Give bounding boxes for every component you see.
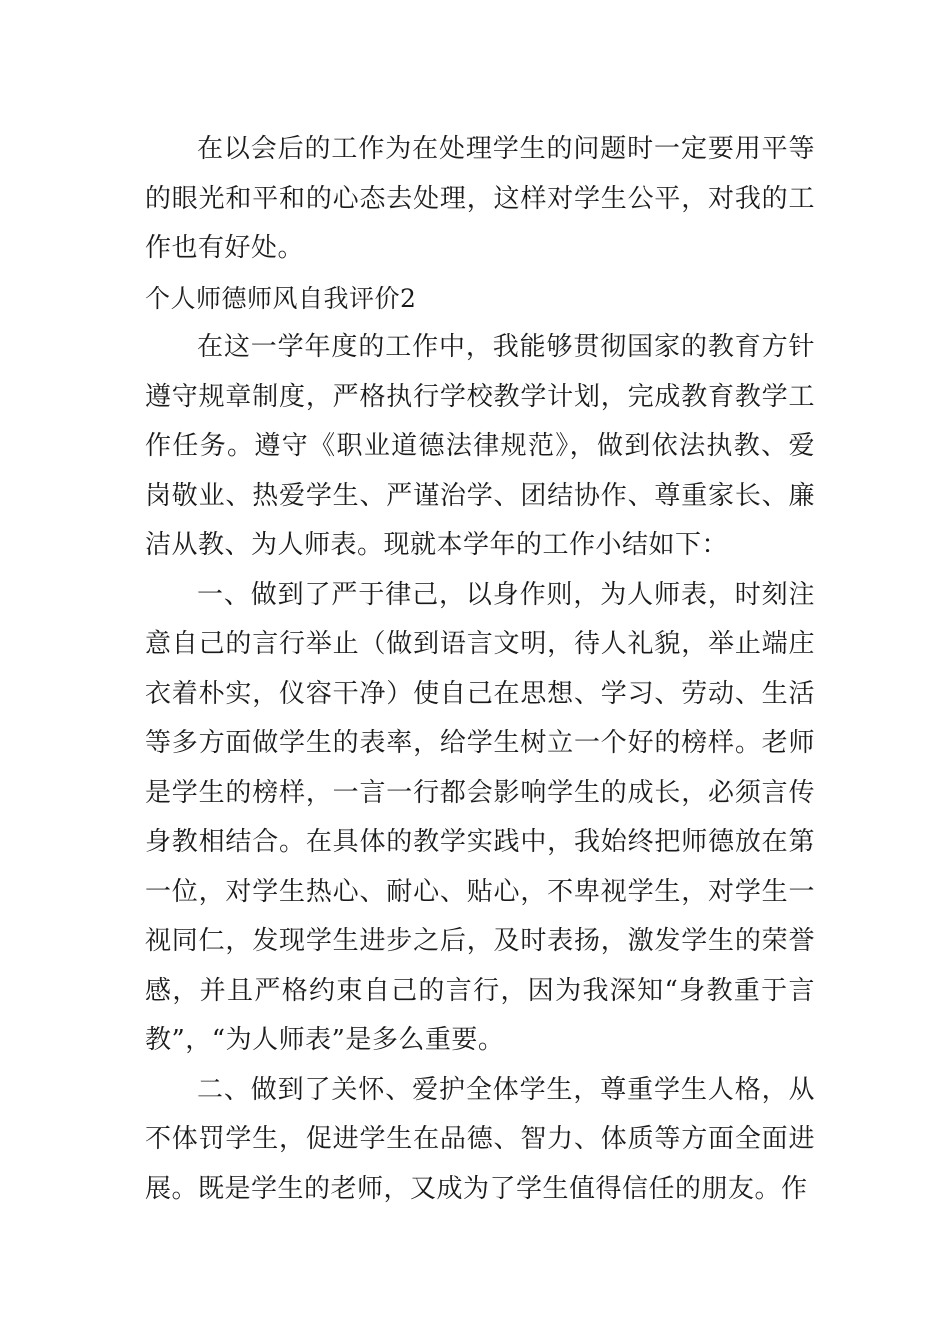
paragraph-point-two: 二、做到了关怀、爱护全体学生，尊重学生人格，从不体罚学生，促进学生在品德、智力、体质等方面全面进展。既是学生的老师，又成为了学生值得信任的朋友。作 (145, 1074, 815, 1204)
paragraph-intro: 在这一学年度的工作中，我能够贯彻国家的教育方针遵守规章制度，严格执行学校教学计划，完成教育教学工作任务。遵守《职业道德法律规范》，做到依法执教、爱岗敬业、热爱学生、严谨治学、团结协作、尊重家长、廉洁从教、为人师表。现就本学年的工作小结如下： (145, 332, 815, 560)
document-body (145, 125, 815, 1214)
section-heading: 个人师德师风自我评价2 (145, 283, 417, 313)
paragraph-point-one: 一、做到了严于律己，以身作则，为人师表，时刻注意自己的言行举止（做到语言文明，待人礼貌，举止端庄衣着朴实，仪容干净）使自己在思想、学习、劳动、生活等多方面做学生的表率，给学生树立一个好的榜样。老师是学生的榜样，一言一行都会影响学生的成长，必须言传身教相结合。在具体的教学实践中，我始终把师德放在第一位，对学生热心、耐心、贴心，不卑视学生，对学生一视同仁，发现学生进步之后，及时表扬，激发学生的荣誉感，并且严格约束自己的言行，因为我深知“身教重于言教”，“为人师表”是多么重要。 (145, 579, 815, 1055)
paragraph-closing-remarks: 在以会后的工作为在处理学生的问题时一定要用平等的眼光和平和的心态去处理，这样对学生公平，对我的工作也有好处。 (145, 134, 815, 263)
